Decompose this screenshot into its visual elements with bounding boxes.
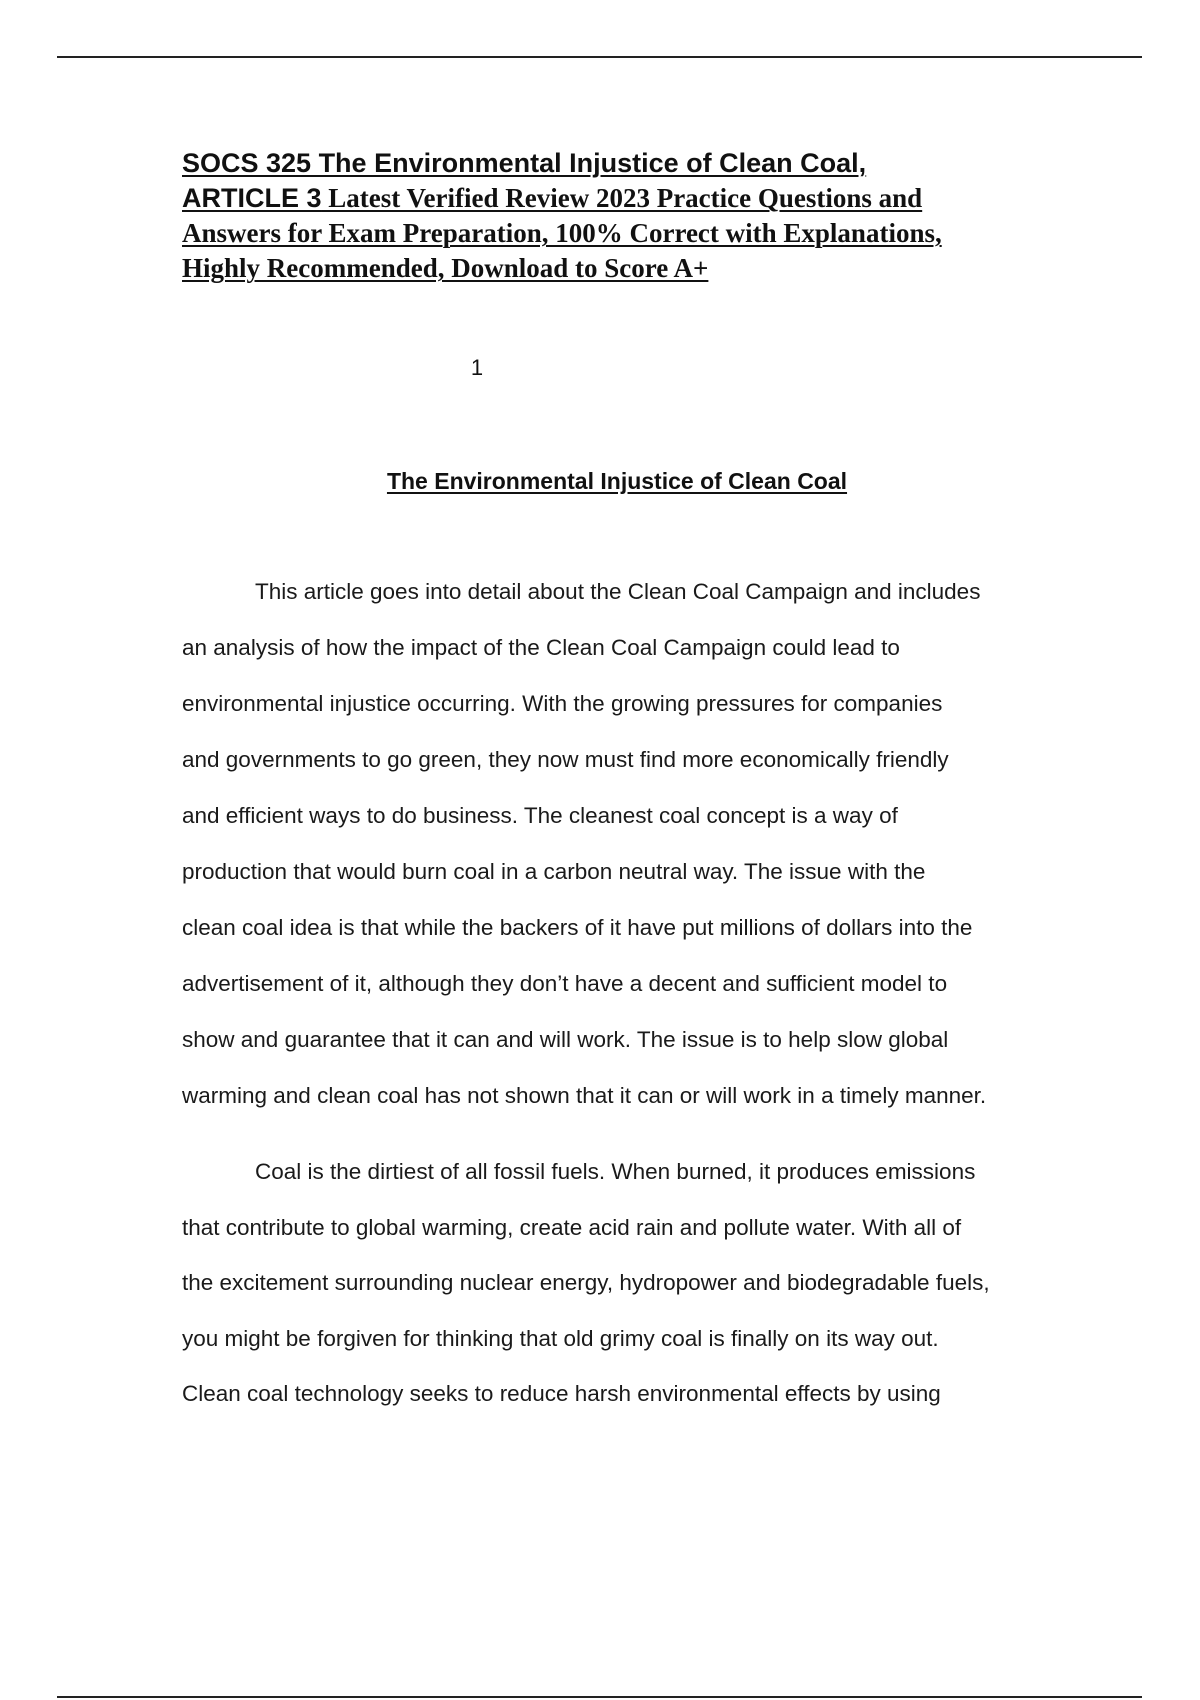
paragraph-line: warming and clean coal has not shown that it can or will work in a timely manner. [182,1083,987,1108]
paragraph-line: environmental injustice occurring. With the growing pressures for companies [182,691,943,716]
title-line-3: Answers for Exam Preparation, 100% Correct with Explanations, [182,218,942,248]
page-number: 1 [470,355,484,380]
paragraph-line: clean coal idea is that while the backers of it have put millions of dollars into the [182,915,973,940]
title-line-4: Highly Recommended, Download to Score A+ [182,253,709,283]
paragraph-line: you might be forgiven for thinking that old grimy coal is finally on its way out. [182,1325,939,1351]
paragraph-2 [182,1154,1082,1432]
paragraph-line: that contribute to global warming, create acid rain and pollute water. With all of [182,1214,962,1240]
document-title [182,146,1082,286]
top-rule [57,56,1142,58]
paragraph-1 [182,574,1082,1134]
paragraph-line: advertisement of it, although they don’t have a decent and sufficient model to [182,971,948,996]
bottom-rule [57,1696,1142,1698]
title-line-1: SOCS 325 The Environmental Injustice of Clean Coal, [182,148,867,178]
paragraph-line: an analysis of how the impact of the Clean Coal Campaign could lead to [182,635,900,660]
title-line-2: ARTICLE 3 Latest Verified Review 2023 Practice Questions and [182,183,923,213]
paragraph-line: the excitement surrounding nuclear energy, hydropower and biodegradable fuels, [182,1270,990,1296]
paragraph-line: Clean coal technology seeks to reduce harsh environmental effects by using [182,1381,941,1407]
paragraph-line: and efficient ways to do business. The cleanest coal concept is a way of [182,803,898,828]
paragraph-line: This article goes into detail about the Clean Coal Campaign and includes [255,579,981,604]
article-heading: The Environmental Injustice of Clean Coal [386,468,848,494]
paragraph-line: show and guarantee that it can and will work. The issue is to help slow global [182,1027,949,1052]
paragraph-line: Coal is the dirtiest of all fossil fuels. When burned, it produces emissions [255,1159,976,1184]
paragraph-line: production that would burn coal in a carbon neutral way. The issue with the [182,859,926,884]
paragraph-line: and governments to go green, they now must find more economically friendly [182,747,949,772]
